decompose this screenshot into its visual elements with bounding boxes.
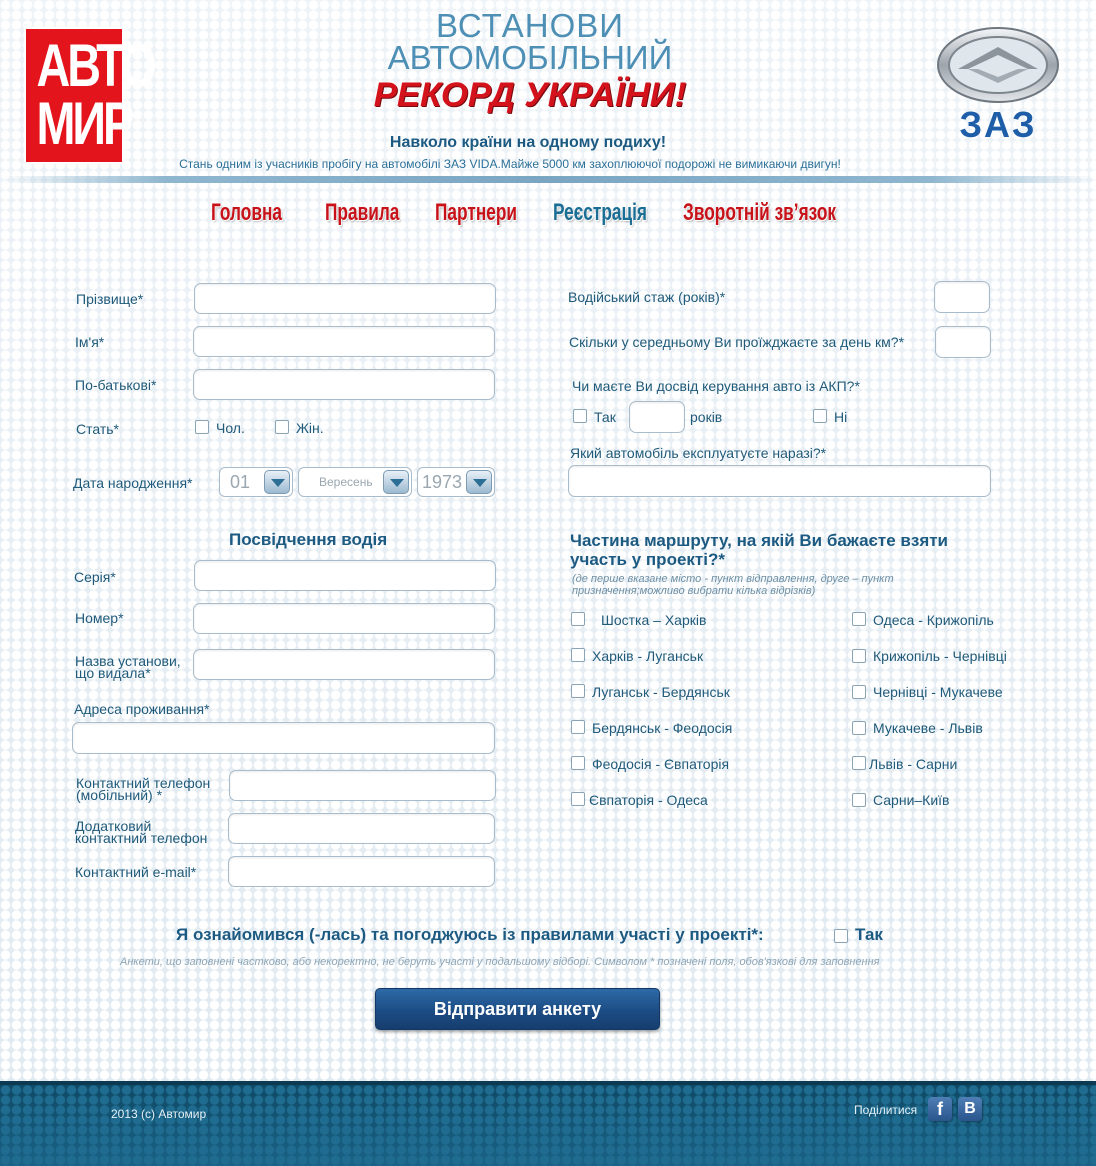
logo-line1: АВТО (36, 32, 154, 99)
route-right-checkbox[interactable] (852, 756, 866, 770)
facebook-icon[interactable]: f (928, 1097, 952, 1121)
headline-line3: РЕКОРД УКРАЇНИ! (373, 76, 687, 114)
akp-years-input[interactable] (629, 401, 685, 433)
route-left-label: Євпаторія - Одеса (589, 792, 708, 808)
footer (0, 1081, 1096, 1166)
route-hint-line2: призначення;можливо вибрати кілька відрізків) (572, 585, 816, 597)
akp-years-label: років (690, 409, 723, 425)
route-left-checkbox[interactable] (571, 612, 585, 626)
birth-date-label: Дата народження* (73, 475, 193, 491)
gender-female-checkbox[interactable] (275, 420, 289, 434)
series-label: Серія* (74, 569, 116, 585)
route-right-label: Львів - Сарни (869, 756, 958, 772)
zaz-brand-text: ЗАЗ (959, 104, 1037, 145)
surname-input[interactable] (194, 283, 496, 314)
subline: Стань одним із учасників пробігу на автомобілі ЗАЗ VIDA.Майже 5000 км захоплюючої подорожі не вимикаючи двигун! (179, 157, 841, 171)
chevron-down-icon (383, 470, 409, 494)
gender-label: Стать* (76, 421, 119, 437)
route-left-checkbox[interactable] (571, 720, 585, 734)
route-right-checkbox[interactable] (852, 685, 866, 699)
chevron-down-icon (466, 470, 492, 494)
nav-rules[interactable]: Правила (325, 199, 400, 226)
route-left-label: Бердянськ - Феодосія (592, 720, 733, 736)
daily-km-label: Скільки у середньому Ви проїжджаєте за день км?* (569, 334, 905, 350)
nav-home[interactable]: Головна (211, 199, 283, 226)
route-right-label: Крижопіль - Чернівці (873, 648, 1007, 664)
phone2-input[interactable] (228, 813, 495, 844)
route-right-label: Сарни–Київ (873, 792, 950, 808)
nav-feedback[interactable]: Зворотній зв’язок (683, 199, 837, 226)
submit-button[interactable]: Відправити анкету (375, 988, 660, 1030)
route-left-label: Феодосія - Євпаторія (592, 756, 730, 772)
consent-text: Я ознайомився (-лась) та погоджуюсь із правилами участі у проекті*: (176, 925, 764, 944)
route-title-line2: участь у проекті?* (570, 550, 725, 569)
route-left-label: Харків - Луганськ (592, 648, 704, 664)
license-section-title: Посвідчення водія (229, 530, 388, 549)
phone2-label-line2: контактний телефон (75, 830, 208, 846)
birth-month-value: Вересень (319, 475, 373, 489)
route-left-label: Луганськ - Бердянськ (592, 684, 730, 700)
akp-no-label: Ні (834, 409, 848, 425)
tagline: Навколо країни на одному подиху! (389, 134, 667, 151)
route-right-label: Чернівці - Мукачеве (873, 684, 1003, 700)
daily-km-input[interactable] (935, 326, 991, 358)
email-label: Контактний e-mail* (75, 864, 197, 880)
gender-male-label: Чол. (216, 420, 245, 436)
akp-label: Чи маєте Ви досвід керування авто із АКП?* (572, 378, 860, 394)
route-right-checkbox[interactable] (852, 721, 866, 735)
patronymic-label: По-батькові* (75, 377, 157, 393)
address-input[interactable] (72, 722, 495, 754)
copyright: 2013 (с) Автомир (111, 1107, 207, 1121)
zaz-emblem-icon (936, 25, 1060, 105)
email-input[interactable] (228, 856, 495, 887)
birth-month-select[interactable] (298, 467, 412, 497)
route-left-checkbox[interactable] (571, 684, 585, 698)
surname-label: Прізвище* (76, 291, 144, 307)
car-label: Який автомобіль експлуатуєте наразі?* (570, 445, 827, 461)
phone-input[interactable] (229, 770, 496, 801)
route-right-label: Мукачеве - Львів (873, 720, 983, 736)
number-input[interactable] (193, 603, 495, 634)
route-left-checkbox[interactable] (571, 648, 585, 662)
automir-logo[interactable] (26, 29, 154, 162)
route-left-checkbox[interactable] (571, 756, 585, 770)
akp-yes-checkbox[interactable] (573, 409, 587, 423)
route-right-label: Одеса - Крижопіль (873, 612, 994, 628)
address-label: Адреса проживання* (74, 701, 210, 717)
issuer-label-line2: що видала* (75, 665, 151, 681)
phone2-label-line1: Додатковий (75, 818, 152, 834)
consent-yes-label: Так (855, 925, 883, 944)
akp-yes-label: Так (594, 409, 616, 425)
patronymic-input[interactable] (193, 369, 495, 400)
phone-label-line2: (мобільний) * (76, 787, 163, 803)
number-label: Номер* (75, 610, 124, 626)
akp-no-checkbox[interactable] (813, 409, 827, 423)
headline-line1: ВСТАНОВИ (436, 7, 624, 44)
route-left-label: Шостка – Харків (601, 612, 707, 628)
phone-label-line1: Контактний телефон (76, 775, 211, 791)
route-right-checkbox[interactable] (852, 793, 866, 807)
birth-year-value: 1973 (422, 472, 463, 492)
issuer-input[interactable] (193, 649, 495, 680)
series-input[interactable] (194, 560, 496, 591)
headline-line2: АВТОМОБІЛЬНИЙ (387, 39, 673, 76)
logo-line2: МИР (36, 90, 132, 157)
vk-icon[interactable]: В (958, 1097, 982, 1121)
name-input[interactable] (193, 326, 495, 357)
consent-checkbox[interactable] (834, 929, 848, 943)
birth-day-value: 01 (230, 472, 251, 492)
experience-label: Водійський стаж (років)* (568, 289, 726, 305)
route-title-line1: Частина маршруту, на якій Ви бажаєте взяти (570, 531, 949, 550)
name-label: Ім'я* (75, 334, 105, 350)
issuer-label-line1: Назва установи, (75, 653, 181, 669)
route-right-checkbox[interactable] (852, 649, 866, 663)
header-divider (0, 176, 1096, 183)
birth-year-select[interactable] (417, 467, 495, 497)
chevron-down-icon (264, 470, 290, 494)
form-note: Анкети, що заповнені частково, або некоректно, не беруть участі у подальшому відборі. Символом * позначені поля, обов'язкові для заповнення (120, 956, 880, 968)
route-hint-line1: (де перше вказане місто - пункт відправлення, друге – пункт (572, 573, 894, 585)
experience-input[interactable] (934, 281, 990, 313)
route-right-checkbox[interactable] (852, 612, 866, 626)
share-label: Поділитися (854, 1103, 918, 1117)
car-input[interactable] (568, 465, 991, 497)
nav-partners[interactable]: Партнери (435, 199, 518, 226)
nav-registration[interactable]: Реєстрація (553, 199, 647, 226)
gender-female-label: Жін. (296, 420, 324, 436)
route-left-checkbox[interactable] (571, 792, 585, 806)
birth-day-select[interactable] (219, 467, 293, 497)
gender-male-checkbox[interactable] (195, 420, 209, 434)
